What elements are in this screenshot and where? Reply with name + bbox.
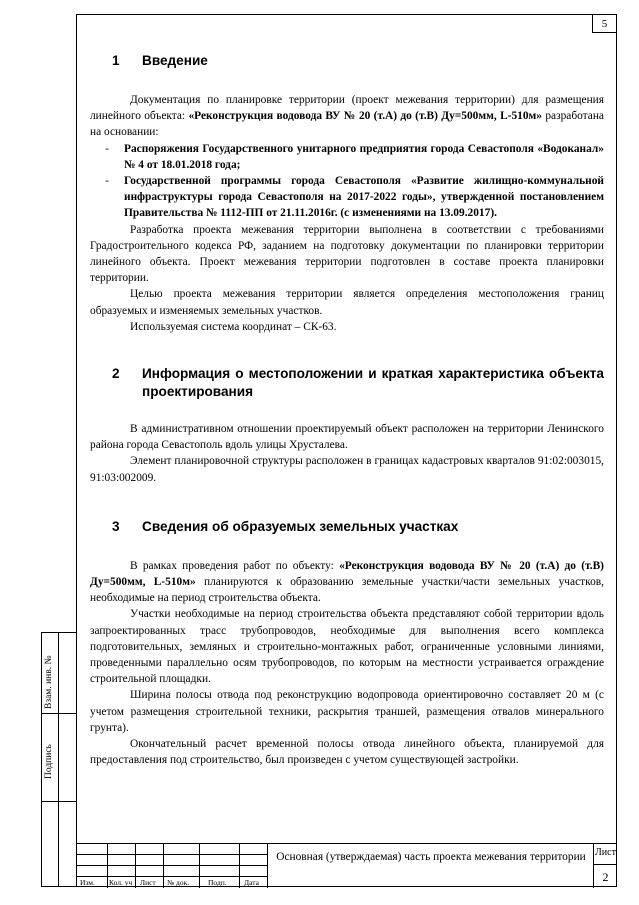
title-block — [76, 843, 617, 887]
tb-col-label: Изм. — [80, 878, 95, 887]
paragraph: Окончательный расчет временной полосы отвода линейного объекта, планируемой для предоставления под строительство, был произведен с учетом существующей застройки. — [90, 738, 604, 767]
sheet-number: 2 — [602, 870, 609, 884]
list-item-text: Государственной программы города Севастополя «Развитие жилищно-коммунальной инфраструктуры города Севастополя на 2017-2022 годы», утвержденной постановлением Правительства № 1112-ПП от 21.11.2016г. (с изменениями на 13.09.2017). — [124, 175, 604, 220]
page-number: 5 — [592, 14, 617, 33]
bullet-dash: - — [105, 142, 109, 155]
tb-col-label: Кол. уч — [109, 878, 133, 887]
tb-col-label: Дата — [244, 878, 259, 887]
signature-label: Подпись — [44, 744, 54, 779]
tb-col-label: Лист — [140, 878, 156, 887]
section-number: 1 — [112, 53, 120, 68]
list-item-text: Распоряжения Государственного унитарного предприятия города Севастополя «Водоканал» № 4 от 18.01.2018 года; — [124, 142, 604, 171]
section-title: Информация о местоположении и краткая характеристика объекта проектирования — [142, 366, 604, 400]
paragraph: Участки необходимые на период строительства объекта представляют собой территории вдоль запроектированных трасс трубопроводов, необходимые для выполнения всего комплекса подготовительных, земляных и строительно-монтажных работ, ограниченные условными линиями, проведенными параллельно осям трубопроводов, по которым на местности устраивается ограждение строительной площадки. — [90, 608, 604, 686]
text: В рамках проведения работ по объекту: — [130, 559, 340, 572]
text: разработана на основании: — [90, 110, 604, 139]
list-item — [90, 141, 604, 173]
section-title: Введение — [142, 53, 208, 68]
tb-row-line — [76, 865, 268, 866]
object-name: «Реконструкция водовода ВУ № 20 (т.А) до (т.В) Ду=500мм, L-510м» — [90, 559, 604, 589]
paragraph: Ширина полосы отвода под реконструкцию водопровода ориентировочно составляет 20 м (с учетом размещения строительной техники, раскрытия траншей, размещения отвалов минерального грунта). — [90, 689, 604, 734]
section-1-heading — [90, 52, 604, 70]
section-3-heading — [90, 518, 604, 536]
side-stamp — [41, 632, 76, 887]
section-number: 3 — [112, 518, 120, 534]
tb-row-line — [594, 864, 617, 865]
tb-col-label: Подп. — [208, 878, 227, 887]
paragraph: Используемая система координат – СК-63. — [130, 320, 337, 333]
tb-row-line — [76, 876, 268, 877]
paragraph: Элемент планировочной структуры расположен в границах кадастровых кварталов 91:02:003015, 91:03:002009. — [90, 455, 604, 484]
object-name: «Реконструкция водовода ВУ № 20 (т.А) до (т.В) Ду=500мм, L-510м» — [188, 110, 542, 123]
stamp-divider — [42, 801, 76, 802]
list-item — [90, 173, 604, 222]
text: планируются к образованию земельные участки/части земельных участков, необходимые на период строительства объекта. — [90, 576, 604, 605]
paragraph: В административном отношении проектируемый объект расположен на территории Ленинского района города Севастополь вдоль улицы Хрусталева. — [90, 423, 604, 452]
paragraph: Целью проекта межевания территории является определения местоположения границ образуемых и изменяемых земельных участков. — [90, 288, 604, 317]
vzam-inv-label: Взам. инв. № — [44, 655, 54, 709]
text: Документация по планировке территории (проект межевания территории) для размещения линейного объекта: — [90, 94, 604, 123]
section-2-heading — [90, 365, 604, 401]
section-title: Сведения об образуемых земельных участках — [142, 518, 459, 534]
bullet-dash: - — [105, 175, 109, 188]
section-number: 2 — [112, 366, 120, 382]
paragraph: Разработка проекта межевания территории выполнена в соответствии с требованиями Градостроительного кодекса РФ, заданием на подготовку документации по планировки территории линейного объекта. Проект межевания территории подготовлен в составе проекта планировки территории. — [90, 223, 604, 285]
document-title: Основная (утверждаемая) часть проекта межевания территории — [276, 851, 586, 863]
tb-col-label: № док. — [167, 878, 190, 887]
paragraph — [90, 92, 604, 141]
paragraph — [90, 558, 604, 607]
document-body — [90, 52, 604, 769]
sheet-label: Лист — [595, 847, 616, 858]
stamp-divider — [42, 713, 76, 714]
tb-row-line — [76, 854, 268, 855]
